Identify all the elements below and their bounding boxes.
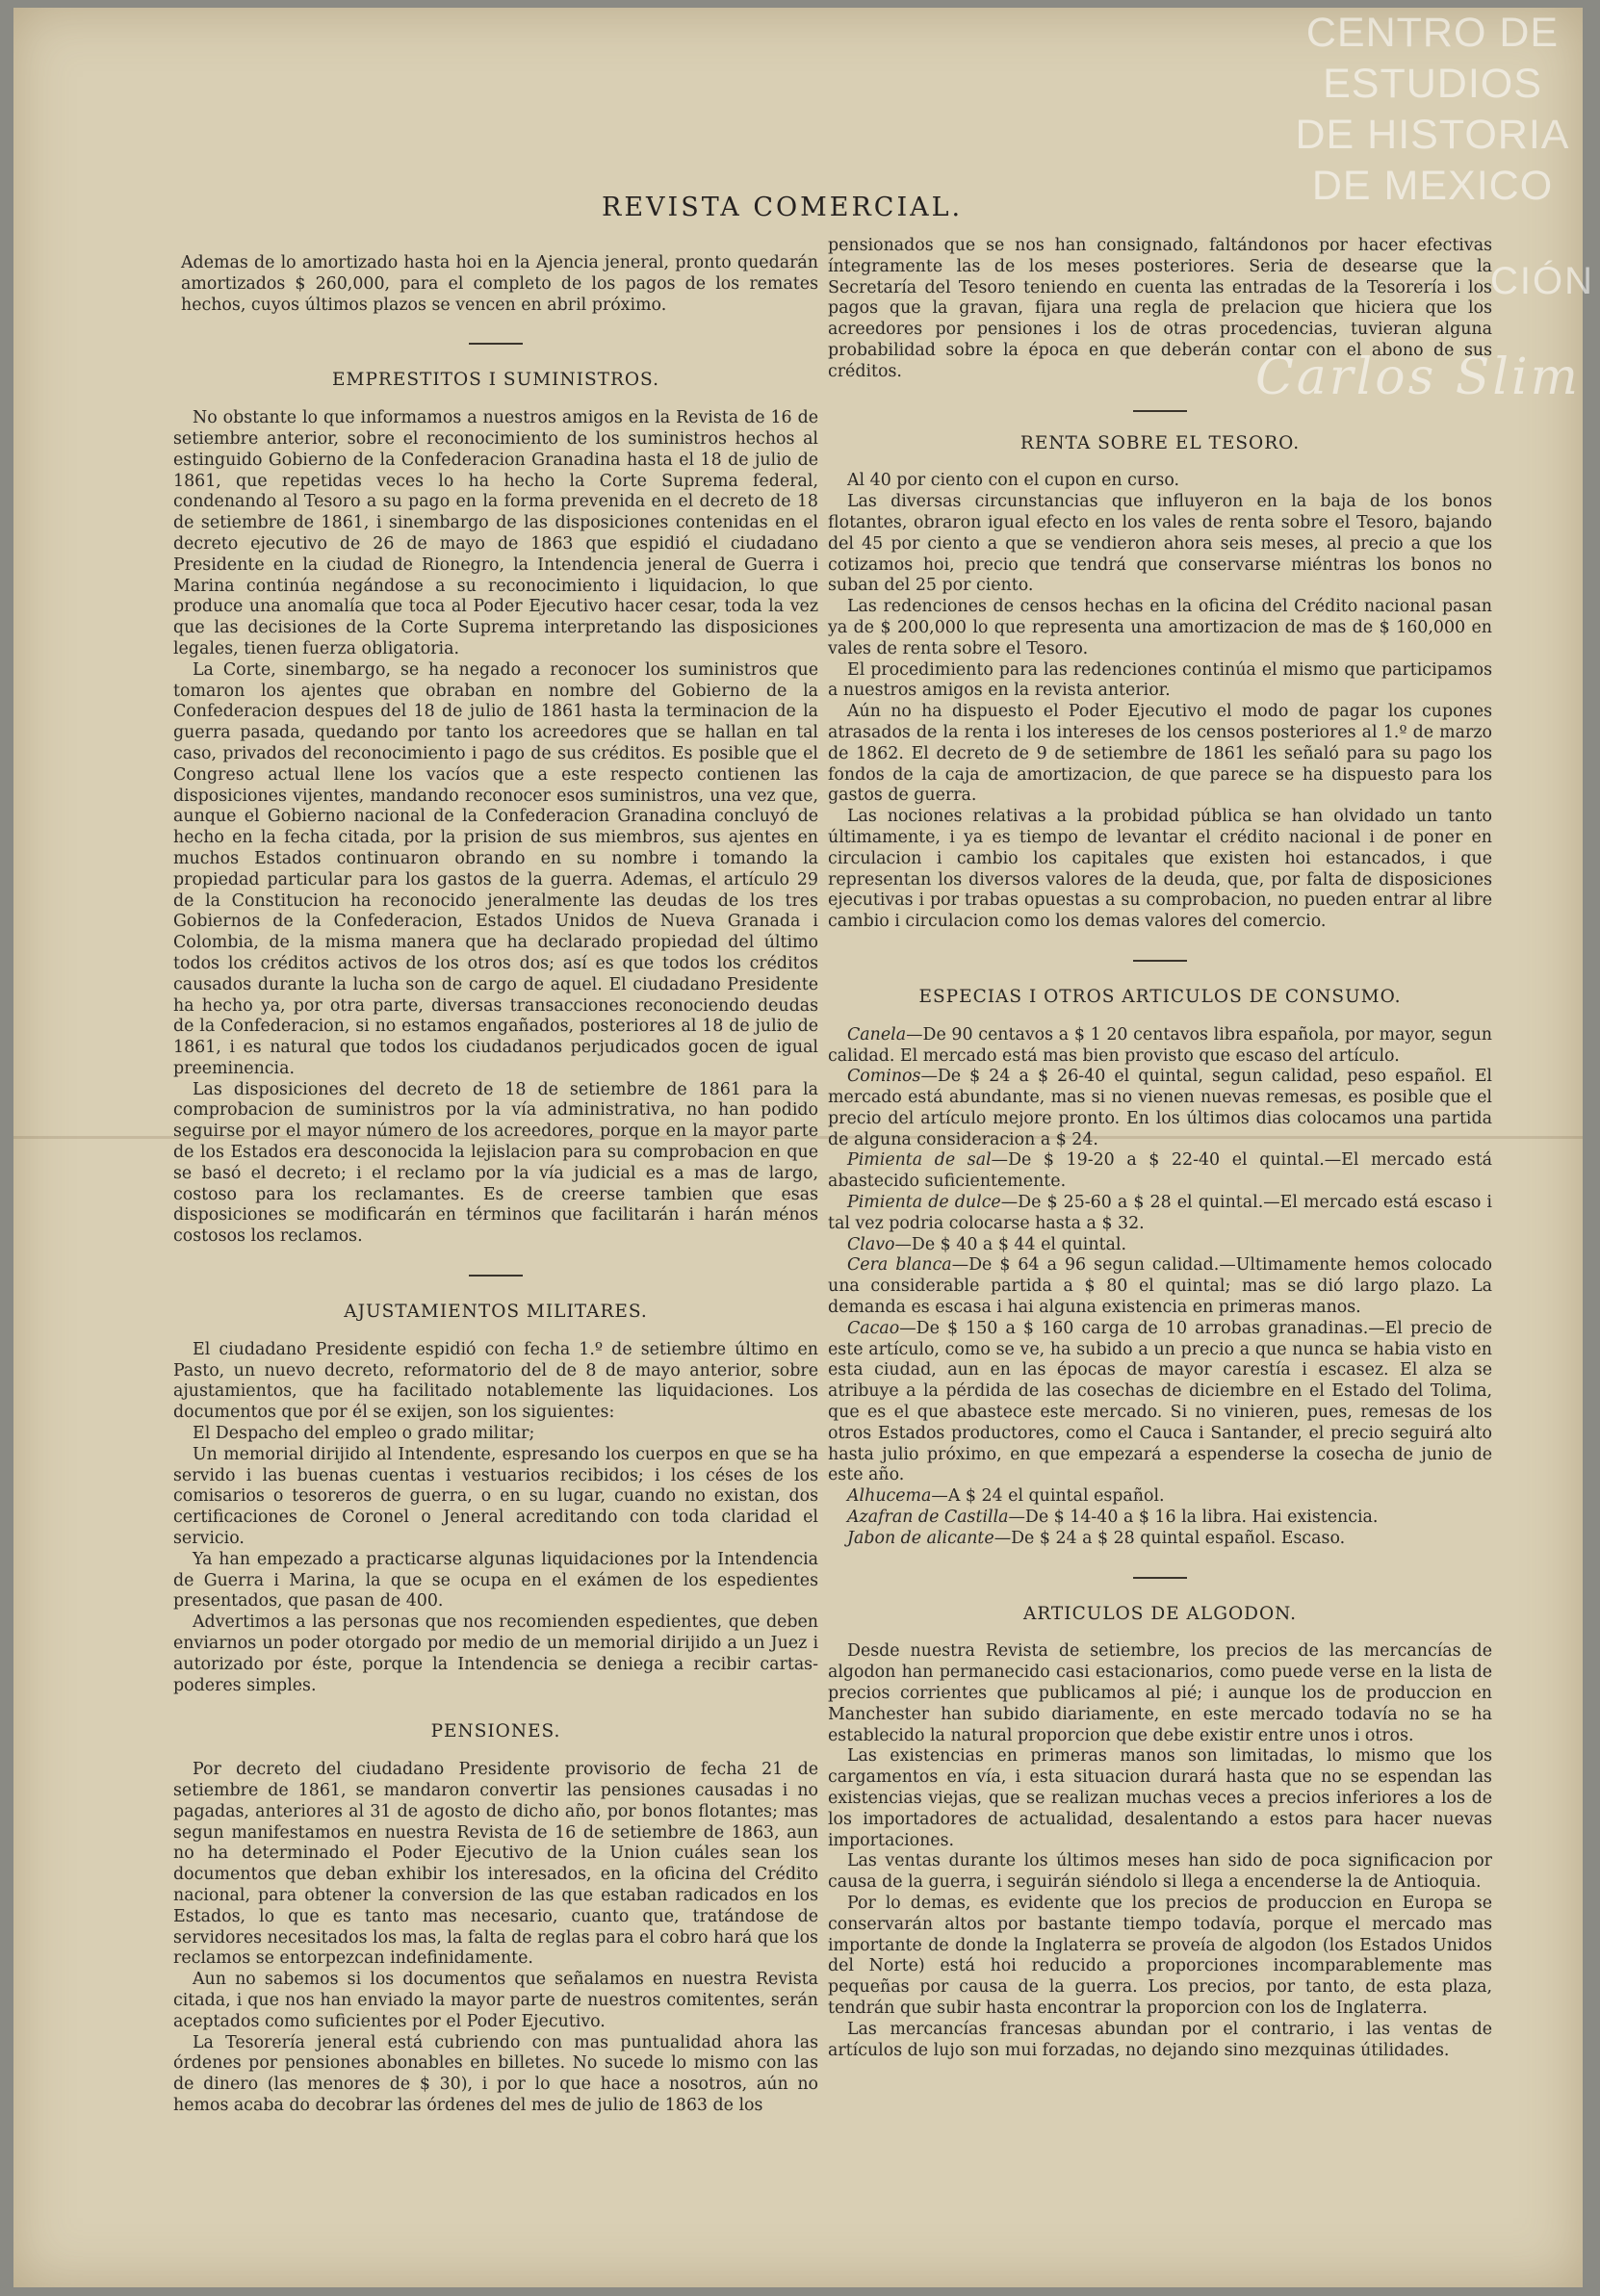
paragraph: Advertimos a las personas que nos recomienden espedientes, que deben enviarnos un poder otorgado por medio de un memorial dirijido a un Juez i autorizado por éste, porque la Intendencia se deniega a recibir cartas-poderes simples.: [173, 1612, 818, 1695]
item-text: —De $ 25-60 a $ 28 el quintal.—El mercado está escaso i tal vez podria colocarse hasta a $ 32.: [828, 1193, 1492, 1233]
item-name: Cacao: [847, 1318, 900, 1338]
watermark-line: DE MEXICO: [1311, 163, 1554, 209]
item-name: Jabon de alicante: [847, 1528, 994, 1548]
section-divider: [469, 1275, 523, 1277]
item-text: —De 90 centavos a $ 1 20 centavos libra española, por mayor, segun calidad. El mercado está mas bien provisto que escaso del artículo.: [828, 1024, 1492, 1066]
paragraph: Por lo demas, es evidente que los precios de produccion en Europa se conservarán altos por bastante tiempo todavía, porque el mercado mas importante de donde la Inglaterra se proveía de algodon (los Estados Unidos del Norte) está hoi reducido a proporciones incomparablemente mas pequeñas por causa de la guerra. Los precios, por tanto, de esta plaza, tendrán que subir hasta encontrar la proporcion con los de Inglaterra.: [828, 1893, 1492, 2018]
list-item: [828, 1150, 1492, 1193]
item-text: —De $ 64 a 96 segun calidad.—Ultimamente hemos colocado una considerable partida a $ 80 el quintal; mas se dió largo plazo. La demanda es escasa i hai alguna existencia en primeras manos.: [828, 1255, 1492, 1318]
item-name: Azafran de Castilla: [847, 1508, 1009, 1528]
section-heading-renta: RENTA SOBRE EL TESORO.: [1019, 432, 1301, 453]
archive-watermark: [1288, 8, 1577, 212]
watermark-line: ESTUDIOS: [1323, 61, 1542, 107]
section-heading-algodon: ARTICULOS DE ALGODON.: [1022, 1603, 1298, 1624]
continued-paragraph: pensionados que se nos han consignado, faltándonos por hacer efectivas íntegramente las de los meses posteriores. Seria de desearse que la Secretaría del Tesoro teniendo en cuenta las entradas de la Tesorería i los pagos que la gravan, fijara una regla de prelacion que hiciera que los acreedores por pensiones i los de otras procedencias, tuvieran alguna probabilidad sobre la época en que deberán contar con el abono de sus créditos.: [828, 236, 1492, 381]
paragraph: La Tesorería jeneral está cubriendo con mas puntualidad ahora las órdenes por pensiones abonables en billetes. No sucede lo mismo con las de dinero (las menores de $ 30), i por lo que hace a nosotros, aún no hemos acaba do decobrar las órdenes del mes de julio de 1863 de los: [173, 2032, 818, 2115]
paragraph: Ya han empezado a practicarse algunas liquidaciones por la Intendencia de Guerra i Marina, la que se ocupa en el exámen de los espedientes presentados, que pasan de 400.: [173, 1549, 818, 1612]
item-text: —De $ 19-20 a $ 22-40 el quintal.—El mercado está abastecido suficientemente.: [828, 1150, 1492, 1192]
watermark-line: CENTRO DE: [1305, 10, 1560, 56]
paragraph: Un memorial dirijido al Intendente, espresando los cuerpos en que se ha servido i las buenas cuentas i vestuarios recibidos; i los céses de los comisarios o tesoreros de guerra, o en su lugar, cuando no existan, dos certificaciones de Coronel o Jeneral acreditando con toda claridad el servicio.: [173, 1444, 818, 1549]
section-heading-pensiones: PENSIONES.: [430, 1721, 561, 1742]
paragraph: Las redenciones de censos hechas en la oficina del Crédito nacional pasan ya de $ 200,000 lo que representa una amortizacion de mas de $ 160,000 en vales de renta sobre el Tesoro.: [828, 597, 1492, 658]
item-text: —De $ 40 a $ 44 el quintal.: [894, 1234, 1127, 1254]
paragraph: Las diversas circunstancias que influyeron en la baja de los bonos flotantes, obraron igual efecto en los vales de renta sobre el Tesoro, bajando del 45 por ciento a que se vendieron ahora seis meses, al precio a que los cotizamos hoi, precio que tendrá que conservarse miéntras los bonos no suban del 25 por ciento.: [828, 492, 1492, 596]
item-name: Canela: [847, 1024, 907, 1045]
item-text: —De $ 150 a $ 160 carga de 10 arrobas granadinas.—El precio de este artículo, como se ve, ha subido a un precio a que nunca se habia visto en esta ciudad, aun en las épocas de mayor carestía i escasez. El alza se atribuye a la pérdida de las cosechas de diciembre en el Estado del Tolima, que es el que abastece este mercado. Si no vinieren, pues, remesas de los otros Estados productores, como el Cauca i Santander, el precio seguirá alto hasta julio próximo, en que empezará a espenderse la cosecha de junio de este año.: [828, 1318, 1492, 1485]
right-column: [828, 236, 1492, 2061]
list-item: [828, 1529, 1492, 1550]
section-heading-ajustamientos: AJUSTAMIENTOS MILITARES.: [344, 1302, 648, 1323]
list-item: [828, 1025, 1492, 1068]
watermark-signature: Carlos Slim: [1255, 348, 1581, 406]
section-heading-emprestitos: EMPRESTITOS I SUMINISTROS.: [332, 370, 659, 391]
section-divider: [1133, 410, 1187, 412]
list-item: [828, 1235, 1492, 1256]
list-item: [828, 1486, 1492, 1508]
section-divider: [469, 343, 523, 345]
paragraph: La Corte, sinembargo, se ha negado a reconocer los suministros que tomaron los ajentes que obraban en nombre del Gobierno de la Confederacion despues del 18 de julio de 1861 hasta la terminacion de la guerra pasada, quedando por tanto los acreedores que se hallan en tal caso, privados del reconocimiento i pago de sus créditos. Es posible que el Congreso actual llene los vacíos que a este respecto contienen las disposiciones vijentes, mandando reconocer esos suministros, una vez que, aunque el Gobierno nacional de la Confederacion Granadina concluyó de hecho en la fecha citada, por la prision de sus miembros, sus ajentes en muchos Estados continuaron obrando en su nombre i tomando la propiedad particular para los gastos de la guerra. Ademas, el artículo 29 de la Constitucion ha reconocido jeneralmente las deudas de los tres Gobiernos de la Confederacion, Estados Unidos de Nueva Granada i Colombia, de la misma manera que ha declarado propiedad del último todos los créditos activos de los otros dos; así es que todos los créditos causados durante la lucha son de cargo de aquel. El ciudadano Presidente ha hecho ya, por otra parte, diversas transacciones reconociendo deudas de la Confederacion, si no estamos engañados, posteriores al 18 de julio de 1861, i es natural que todos los ciudadanos perjudicados gocen de igual preeminencia.: [173, 659, 818, 1078]
paragraph: Desde nuestra Revista de setiembre, los precios de las mercancías de algodon han permanecido casi estacionarios, como puede verse en la lista de precios corrientes que publicamos al pié; i aunque los de produccion en Manchester han subido diariamente, en este mercado todavía no se ha establecido la natural proporcion que debe existir entre unos i otros.: [828, 1641, 1492, 1745]
item-name: Pimienta de sal: [847, 1150, 992, 1171]
item-text: —De $ 14-40 a $ 16 la libra. Hai existencia.: [1008, 1508, 1379, 1528]
left-column: [173, 253, 818, 2117]
paragraph: El Despacho del empleo o grado militar;: [193, 1424, 535, 1444]
paragraph: Las mercancías francesas abundan por el contrario, i las ventas de artículos de lujo son mui forzadas, no dejando sino mezquinas útilidades.: [828, 2019, 1492, 2060]
item-name: Pimienta de dulce: [847, 1193, 1001, 1213]
page-title: REVISTA COMERCIAL.: [602, 193, 964, 222]
list-item: [828, 1193, 1492, 1235]
paragraph: Por decreto del ciudadano Presidente provisorio de fecha 21 de setiembre de 1861, se mandaron convertir las pensiones causadas i no pagadas, anteriores al 31 de agosto de dicho año, por bonos flotantes; mas segun manifestamos en nuestra Revista de 16 de setiembre de 1863, aun no ha determinado el Poder Ejecutivo de la Union cuáles sean los documentos que deban exhibir los interesados, en la oficina del Crédito nacional, para obtener la conversion de las que estaban radicados en los Estados, lo que es tanto mas necesario, cuanto que, tratándose de servidores necesitados los mas, la falta de reglas para el cobro hará que los reclamos se entorpezcan indefinidamente.: [173, 1760, 818, 1969]
item-name: Alhucema: [847, 1486, 932, 1507]
paragraph: Aun no sabemos si los documentos que señalamos en nuestra Revista citada, i que nos han enviado la mayor parte de nuestros comitentes, serán aceptados como suficientes por el Poder Ejecutivo.: [173, 1970, 818, 2031]
list-item: [828, 1067, 1492, 1150]
list-item: [828, 1255, 1492, 1318]
item-text: —A $ 24 el quintal español.: [931, 1486, 1165, 1507]
list-item: [828, 1508, 1492, 1529]
item-name: Clavo: [847, 1234, 895, 1254]
paragraph: Las ventas durante los últimos meses han sido de poca significacion por causa de la guerra, i seguirán siéndolo si llega a encenderse la de Antioquia.: [828, 1851, 1492, 1893]
paragraph: No obstante lo que informamos a nuestros amigos en la Revista de 16 de setiembre anterior, sobre el reconocimiento de los suministros hechos al estinguido Gobierno de la Confederacion Granadina hasta el 18 de julio de 1861, que repetidas veces lo ha hecho la Corte Suprema federal, condenando al Tesoro a su pago en la forma prevenida en el decreto de 18 de setiembre de 1861, i sinembargo de las disposiciones contenidas en el decreto ejecutivo de 26 de mayo de 1863 que espidió el ciudadano Presidente en la ciudad de Rionegro, la Intendencia jeneral de Guerra i Marina continúa negándose a su reconocimiento i liquidacion, lo que produce una anomalía que toca al Poder Ejecutivo hacer cesar, toda la vez que las decisiones de la Corte Suprema interpretando las disposiciones legales, tienen fuerza obligatoria.: [173, 408, 818, 658]
paragraph: El procedimiento para las redenciones continúa el mismo que participamos a nuestros amigos en la revista anterior.: [828, 659, 1492, 701]
item-name: Cominos: [847, 1067, 921, 1087]
item-name: Cera blanca: [847, 1255, 952, 1276]
paragraph: Al 40 por ciento con el cupon en curso.: [847, 471, 1180, 491]
paragraph: Las nociones relativas a la probidad pública se han olvidado un tanto últimamente, i ya es tiempo de levantar el crédito nacional i de poner en circulacion i cambio los capitales que existen hoi estancados, i que representan los diversos valores de la deuda, que, por falta de disposiciones ejecutivas i por trabas opuestas a su comprobacion, no pueden entrar al libre cambio i circulacion como los demas valores del comercio.: [828, 807, 1492, 932]
paragraph: Las existencias en primeras manos son limitadas, lo mismo que los cargamentos en vía, i esta situacion durará hasta que no se espendan las existencias viejas, que se realizan muchas veces a precios inferiores a los de los importadores de actualidad, desalentando a estos para hacer nuevas importaciones.: [828, 1746, 1492, 1850]
paragraph: El ciudadano Presidente espidió con fecha 1.º de setiembre último en Pasto, un nuevo decreto, reformatorio del de 8 de mayo anterior, sobre ajustamientos, que ha facilitado notablemente las liquidaciones. Los documentos que por él se exijen, son los siguientes:: [173, 1339, 818, 1423]
watermark-side-text: CIÓN: [1490, 260, 1594, 302]
watermark-line: DE HISTORIA: [1295, 112, 1570, 158]
item-text: —De $ 24 a $ 28 quintal español. Escaso.: [994, 1528, 1346, 1548]
intro-paragraph: Ademas de lo amortizado hasta hoi en la Ajencia jeneral, pronto quedarán amortizados $ 260,000, para el completo de los pagos de los remates hechos, cuyos últimos plazos se vencen en abril próximo.: [181, 253, 818, 315]
paragraph: Las disposiciones del decreto de 18 de setiembre de 1861 para la comprobacion de suministros por la vía administrativa, no han podido seguirse por el mayor número de los acreedores, porque en la mayor parte de los Estados era desconocida la lejislacion para su comprobacion en que se basó el decreto; i el reclamo por la vía judicial es a mas de largo, costoso para los reclamantes. Es de creerse tambien que esas disposiciones se modificarán en términos que facilitarán i harán ménos costosos los reclamos.: [173, 1079, 818, 1247]
section-divider: [1133, 960, 1187, 962]
section-heading-especias: ESPECIAS I OTROS ARTICULOS DE CONSUMO.: [918, 986, 1402, 1007]
item-text: —De $ 24 a $ 26-40 el quintal, segun calidad, peso español. El mercado está abundante, mas si no vienen nuevas remesas, es posible que el precio del artículo mejore pronto. En los últimos dias colocamos una partida de alguna consideracion a $ 24.: [828, 1067, 1492, 1149]
section-divider: [1133, 1577, 1187, 1579]
paragraph: Aún no ha dispuesto el Poder Ejecutivo el modo de pagar los cupones atrasados de la renta i los intereses de los censos posteriores al 1.º de marzo de 1862. El decreto de 9 de setiembre de 1861 les señaló para su pago los fondos de la caja de amortizacion, de que parece se ha dispuesto para los gastos de guerra.: [828, 702, 1492, 806]
list-item: [828, 1319, 1492, 1486]
